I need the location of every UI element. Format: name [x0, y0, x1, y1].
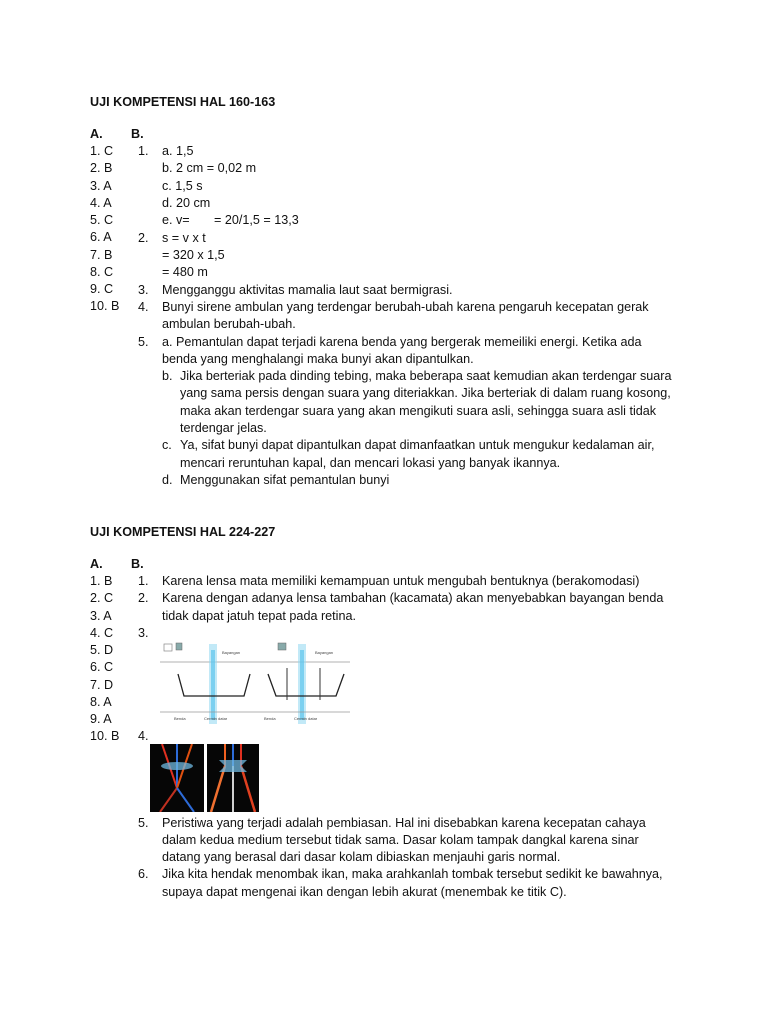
s2-b6-number: 6.: [138, 867, 149, 881]
figure-caption: Benda: [174, 716, 186, 721]
answer-item: 4. C: [90, 626, 114, 640]
answer-item: 5. D: [90, 643, 114, 657]
answer-item: 5. C: [90, 213, 114, 227]
answer-item: 1. B: [90, 574, 113, 588]
section2-title: UJI KOMPETENSI HAL 224-227: [90, 525, 276, 539]
mirror-lens-diagram: [160, 640, 350, 726]
section1-col-b-header: B.: [131, 127, 144, 141]
figure-caption: Bayangan: [222, 650, 241, 655]
s1-b1-number: 1.: [138, 144, 149, 158]
answer-item: 4. A: [90, 196, 112, 210]
s1-b4-line2: ambulan berubah-ubah.: [162, 317, 296, 331]
answer-item: 3. A: [90, 179, 112, 193]
s2-b2-number: 2.: [138, 591, 149, 605]
answer-item: 2. C: [90, 591, 114, 605]
s2-b1-number: 1.: [138, 574, 149, 588]
s1-b1-a: a. 1,5: [162, 144, 194, 158]
section2-col-b-header: B.: [131, 557, 144, 571]
s1-b5-a-line2: benda yang menghalangi maka bunyi akan dipantulkan.: [162, 352, 474, 366]
s1-b5-d-line1: Menggunakan sifat pemantulan bunyi: [180, 473, 390, 487]
s1-b5-c-line1: Ya, sifat bunyi dapat dipantulkan dapat dimanfaatkan untuk mengukur kedalaman air,: [180, 438, 655, 452]
s2-b5-number: 5.: [138, 816, 149, 830]
answer-item: 3. A: [90, 609, 112, 623]
s1-b5-c-label: c.: [162, 438, 172, 452]
s2-b4-number: 4.: [138, 729, 149, 743]
s2-b5-line3: datang yang berasal dari dasar kolam dibiaskan menjauhi garis normal.: [162, 850, 561, 864]
s1-b5-b-line4: terdengar jelas.: [180, 421, 267, 435]
answer-item: 10. B: [90, 729, 120, 743]
s1-b1-c: c. 1,5 s: [162, 179, 203, 193]
answer-item: 8. C: [90, 265, 114, 279]
s1-b2-line1: s = v x t: [162, 231, 206, 245]
figure-caption: Cermin datar: [204, 716, 228, 721]
section2-col-a-header: A.: [90, 557, 103, 571]
answer-item: 7. B: [90, 248, 113, 262]
s2-b3-number: 3.: [138, 626, 149, 640]
s2-b5-line2: dalam kedua medium tersebut tidak sama. Dasar kolam tampak dangkal karena sinar: [162, 833, 639, 847]
answer-item: 7. D: [90, 678, 114, 692]
s2-b5-line1: Peristiwa yang terjadi adalah pembiasan. Hal ini disebabkan karena kecepatan cahaya: [162, 816, 646, 830]
s2-b6-line1: Jika kita hendak menombak ikan, maka arahkanlah tombak tersebut sedikit ke bawahnya,: [162, 867, 663, 881]
s2-b2-line2: tidak dapat jatuh tepat pada retina.: [162, 609, 356, 623]
section1-col-a-header: A.: [90, 127, 103, 141]
answer-item: 9. C: [90, 282, 114, 296]
s1-b2-line2: = 320 x 1,5: [162, 248, 225, 262]
s1-b1-d: d. 20 cm: [162, 196, 211, 210]
answer-item: 6. C: [90, 660, 114, 674]
s1-b5-number: 5.: [138, 335, 149, 349]
s1-b5-b-line3: maka akan terdengar suara yang akan mengikuti suara asli, sehingga suara asli tidak: [180, 404, 657, 418]
section1-title: UJI KOMPETENSI HAL 160-163: [90, 95, 276, 109]
answer-item: 9. A: [90, 712, 112, 726]
s1-b4-line1: Bunyi sirene ambulan yang terdengar berubah-ubah karena pengaruh kecepatan gerak: [162, 300, 649, 314]
s1-b5-b-label: b.: [162, 369, 173, 383]
s2-b2-line1: Karena dengan adanya lensa tambahan (kacamata) akan menyebabkan bayangan benda: [162, 591, 664, 605]
s1-b5-d-label: d.: [162, 473, 173, 487]
answer-item: 8. A: [90, 695, 112, 709]
mirror-lens-figure: [160, 640, 350, 726]
s1-b5-b-line2: yang sama persis dengan suara yang diteriakkan. Jika berteriak di dalam ruang kosong,: [180, 386, 671, 400]
answer-item: 10. B: [90, 299, 120, 313]
answer-item: 1. C: [90, 144, 114, 158]
s1-b1-b: b. 2 cm = 0,02 m: [162, 161, 257, 175]
figure-caption: Bayangan: [315, 650, 334, 655]
s1-b5-a-line1: a. Pemantulan dapat terjadi karena benda yang bergerak memeiliki energi. Ketika ada: [162, 335, 642, 349]
concave-lens-photo: [207, 744, 259, 812]
s1-b2-line3: = 480 m: [162, 265, 208, 279]
convex-lens-photo: [150, 744, 204, 812]
s1-b1-e-label: e. v=: [162, 213, 190, 227]
s1-b1-e-value: = 20/1,5 = 13,3: [214, 213, 299, 227]
s1-b3-number: 3.: [138, 283, 149, 297]
s2-b6-line2: supaya dapat mengenai ikan dengan lebih akurat (menembak ke titik C).: [162, 885, 567, 899]
s1-b5-b-line1: Jika berteriak pada dinding tebing, maka beberapa saat kemudian akan terdengar suara: [180, 369, 672, 383]
answer-item: 6. A: [90, 230, 112, 244]
s1-b2-number: 2.: [138, 231, 149, 245]
s1-b5-c-line2: mencari reruntuhan kapal, dan mencari lokasi yang banyak ikannya.: [180, 456, 561, 470]
s1-b3-text: Mengganggu aktivitas mamalia laut saat bermigrasi.: [162, 283, 453, 297]
figure-caption: Cermin datar: [294, 716, 318, 721]
figure-caption: Benda: [264, 716, 276, 721]
s1-b4-number: 4.: [138, 300, 149, 314]
s2-b1-text: Karena lensa mata memiliki kemampuan untuk mengubah bentuknya (berakomodasi): [162, 574, 640, 588]
answer-item: 2. B: [90, 161, 113, 175]
